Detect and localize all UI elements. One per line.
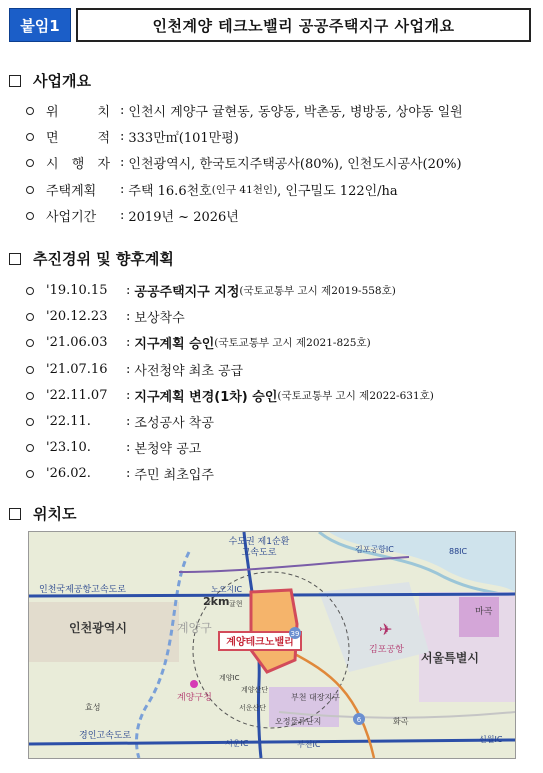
square-bullet-icon xyxy=(9,253,21,265)
square-bullet-icon xyxy=(9,75,21,87)
label-gyulhyeon: 귤현 xyxy=(229,600,243,608)
row-label: 주택계획 xyxy=(46,184,97,199)
progress-text: 본청약 공고 xyxy=(134,442,202,457)
label-bucheon: 부천 대장지구 xyxy=(291,693,340,702)
progress-date: '22.11.07 xyxy=(46,388,108,403)
section-location-heading xyxy=(9,503,76,524)
progress-date: '22.11. xyxy=(46,414,91,429)
progress-row: '26.02. : 주민 최초입주 xyxy=(24,464,214,483)
label-ojeong: 오정물류단지 xyxy=(275,717,322,726)
label-metro-expressway: 수도권 제1순환 xyxy=(228,537,290,547)
progress-row: '21.07.16 : 사전청약 최초 공급 xyxy=(24,360,243,379)
overview-row-operator: 시 행 자 : 인천광역시, 한국토지주택공사(80%), 인천도시공사(20%) xyxy=(24,153,462,172)
circle-bullet-icon xyxy=(26,107,34,115)
overview-row-location: 위 치 : 인천시 계양구 귤현동, 동양동, 박촌동, 병방동, 상야동 일원 xyxy=(24,101,463,120)
label-seoun-ic: 서운IC xyxy=(225,739,249,748)
progress-text: 주민 최초입주 xyxy=(134,468,214,483)
label-airport-expressway: 인천국제공항고속도로 xyxy=(39,585,126,595)
progress-note: (국토교통부 고시 제2022-631호) xyxy=(277,390,434,402)
circle-bullet-icon xyxy=(26,392,34,400)
circle-bullet-icon xyxy=(26,444,34,452)
progress-text: 조성공사 착공 xyxy=(134,416,214,431)
location-map xyxy=(28,531,516,759)
circle-bullet-icon xyxy=(26,366,34,374)
progress-date: '23.10. xyxy=(46,440,91,455)
row-value-tail: , 인구밀도 122인/ha xyxy=(277,184,398,199)
location-map-svg xyxy=(29,532,515,758)
label-hyoseong: 효성 xyxy=(85,703,101,712)
progress-bold-text: 지구계획 승인 xyxy=(134,337,215,352)
circle-bullet-icon xyxy=(26,133,34,141)
circle-bullet-icon xyxy=(26,339,34,347)
row-label: 사업기간 xyxy=(46,210,97,225)
row-label: 위 치 xyxy=(46,105,110,120)
label-hwagok: 화곡 xyxy=(393,717,409,726)
airplane-icon: ✈ xyxy=(379,620,393,639)
progress-date: '26.02. xyxy=(46,466,91,481)
circle-bullet-icon xyxy=(26,313,34,321)
row-value-note: (인구 41천인) xyxy=(211,184,278,196)
label-route-39: 39 xyxy=(290,630,300,638)
row-label: 시 행 자 xyxy=(46,157,110,172)
label-seoun-sandan: 서운산단 xyxy=(239,704,267,712)
overview-row-period: 사업기간 : 2019년 ~ 2026년 xyxy=(24,206,239,225)
progress-row: '22.11. : 조성공사 착공 xyxy=(24,412,214,431)
progress-text: 보상착수 xyxy=(134,311,185,326)
progress-date: '21.07.16 xyxy=(46,362,108,377)
circle-bullet-icon xyxy=(26,159,34,167)
urban-area-magok xyxy=(459,597,499,637)
label-sinwol-ic: 신월IC xyxy=(479,735,503,744)
gyeyang-office-marker xyxy=(190,680,198,688)
progress-date: '21.06.03 xyxy=(46,335,108,350)
progress-row: '21.06.03 : 지구계획 승인 (국토교통부 고시 제2021-825호) xyxy=(24,333,371,352)
progress-bold-text: 지구계획 변경(1차) 승인 xyxy=(134,390,278,405)
label-incheon: 인천광역시 xyxy=(69,621,127,635)
progress-note: (국토교통부 고시 제2021-825호) xyxy=(214,337,371,349)
circle-bullet-icon xyxy=(26,212,34,220)
label-gyeongin-expressway: 경인고속도로 xyxy=(79,731,132,741)
label-88-ic: 88IC xyxy=(449,547,468,556)
progress-row: '19.10.15 : 공공주택지구 지정 (국토교통부 고시 제2019-558호) xyxy=(24,281,396,300)
label-gyeyang: 계양구 xyxy=(177,621,212,635)
document-title: 인천계양 테크노밸리 공공주택지구 사업개요 xyxy=(76,8,531,42)
progress-text: 사전청약 최초 공급 xyxy=(134,364,244,379)
progress-note: (국토교통부 고시 제2019-558호) xyxy=(239,285,396,297)
section-title: 사업개요 xyxy=(33,72,91,90)
section-overview-heading xyxy=(9,70,91,91)
label-gyeyang-ic: 계양IC xyxy=(219,674,240,682)
row-value: 333만㎡(101만평) xyxy=(128,131,239,146)
overview-row-area: 면 적 : 333만㎡(101만평) xyxy=(24,127,239,146)
row-value-main: 주택 16.6천호 xyxy=(128,184,212,199)
row-value: 2019년 ~ 2026년 xyxy=(128,210,239,225)
label-magok: 마곡 xyxy=(475,607,493,617)
circle-bullet-icon xyxy=(26,470,34,478)
label-gyeyang-office: 계양구청 xyxy=(177,693,212,703)
section-progress-heading xyxy=(9,248,174,269)
site-label: 계양테크노밸리 xyxy=(226,637,294,648)
progress-date: '20.12.23 xyxy=(46,309,108,324)
circle-bullet-icon xyxy=(26,418,34,426)
overview-row-housing: 주택계획 : 주택 16.6천호 (인구 41천인) , 인구밀도 122인/ha xyxy=(24,180,398,199)
row-label: 면 적 xyxy=(46,131,110,146)
label-gimpo-airport: 김포공항 xyxy=(369,645,404,655)
label-gyeyang-sandan: 계양산단 xyxy=(241,686,269,694)
square-bullet-icon xyxy=(9,508,21,520)
circle-bullet-icon xyxy=(26,186,34,194)
row-value: 인천시 계양구 귤현동, 동양동, 박촌동, 병방동, 상야동 일원 xyxy=(128,105,463,120)
progress-row: '22.11.07 : 지구계획 변경(1차) 승인 (국토교통부 고시 제2022-631호) xyxy=(24,386,434,405)
attachment-badge: 붙임1 xyxy=(9,8,71,42)
progress-bold-text: 공공주택지구 지정 xyxy=(134,285,240,300)
label-seoul: 서울특별시 xyxy=(421,651,479,665)
section-title: 추진경위 및 향후계획 xyxy=(33,250,174,268)
label-route-6: 6 xyxy=(356,716,362,724)
label-radius: 2km xyxy=(203,595,230,608)
progress-date: '19.10.15 xyxy=(46,283,108,298)
label-metro-expressway-2: 고속도로 xyxy=(241,548,277,558)
progress-row: '23.10. : 본청약 공고 xyxy=(24,438,201,457)
circle-bullet-icon xyxy=(26,287,34,295)
label-bucheon-ic: 부천IC xyxy=(297,740,321,749)
row-value: 인천광역시, 한국토지주택공사(80%), 인천도시공사(20%) xyxy=(128,157,462,172)
progress-row: '20.12.23 : 보상착수 xyxy=(24,307,185,326)
section-title: 위치도 xyxy=(33,505,77,523)
document-header xyxy=(9,8,531,42)
label-gimpo-airport-ic: 김포공항IC xyxy=(355,545,394,554)
label-noji-ic: 노오지IC xyxy=(211,585,243,594)
